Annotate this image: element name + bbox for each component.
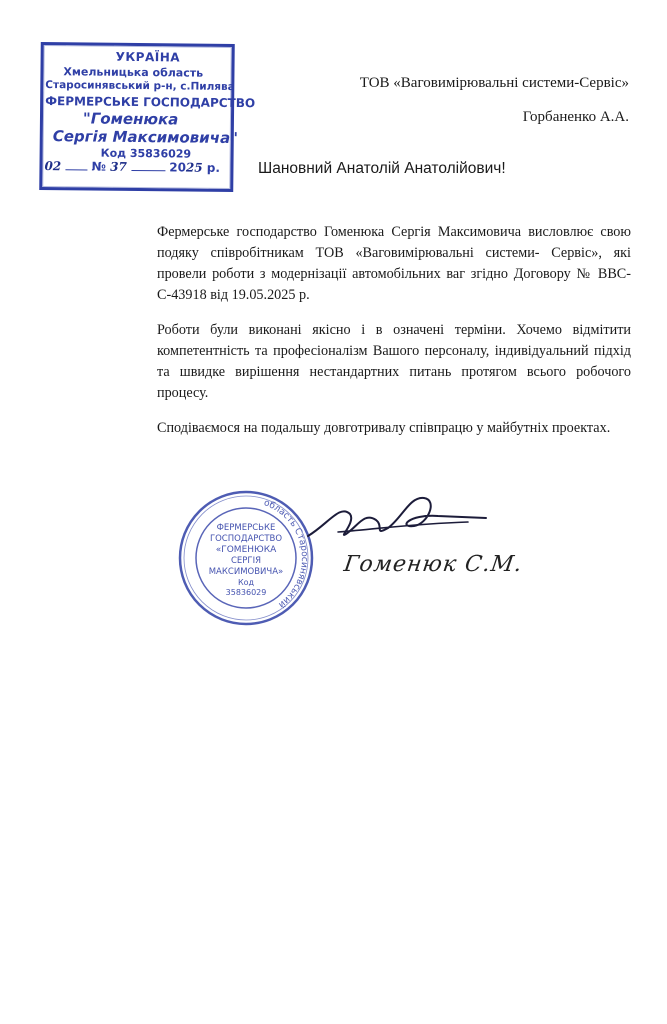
svg-text:ГОСПОДАРСТВО: ГОСПОДАРСТВО [209, 534, 283, 544]
stamp-year: 20 [169, 160, 187, 175]
stamp-org-name-2: Сергія Максимовича" [52, 127, 239, 148]
svg-text:ФЕРМЕРСЬКЕ: ФЕРМЕРСЬКЕ [216, 523, 276, 533]
svg-text:«ГОМЕНЮКА: «ГОМЕНЮКА [215, 545, 277, 555]
stamp-date-line [44, 159, 230, 175]
paragraph: Фермерське господарство Гоменюка Сергія Максимовича висловлює свою подяку співробітникам ТОВ «Ваговимірювальні системи- Сервіс», які провели роботи з модернізації автомобільних ваг згідно Договору № ВВС-С-43918 від 19.05.2025 р. [157, 224, 631, 303]
stamp-year-hand: 25 [185, 160, 203, 175]
stamp-number: 37 [110, 159, 127, 174]
svg-text:Код: Код [237, 578, 255, 587]
registration-stamp [39, 42, 256, 192]
stamp-region: Хмельницька область [63, 65, 204, 80]
stamp-country: УКРАЇНА [115, 49, 181, 65]
round-seal [176, 488, 316, 628]
recipient-person: Горбаненко А.А. [522, 109, 629, 125]
seal-outer-text: область Старосинявський [262, 498, 310, 610]
seal-inner-text: ФЕРМЕРСЬКЕ ГОСПОДАРСТВО «ГОМЕНЮКА СЕРГІЯ МАКСИМОВИЧА» Код 35836029 [176, 488, 216, 489]
stamp-district: Старосинявський р-н, с.Пилява [45, 79, 235, 94]
letter-body [157, 222, 631, 453]
svg-text:МАКСИМОВИЧА»: МАКСИМОВИЧА» [208, 567, 284, 577]
recipient-company: ТОВ «Ваговимірювальні системи-Сервіс» [359, 75, 629, 91]
stamp-year-suffix: р. [206, 160, 221, 175]
paragraph: Сподіваємося на подальшу довготривалу співпрацю у майбутніх проектах. [157, 420, 611, 436]
svg-text:СЕРГІЯ: СЕРГІЯ [230, 556, 262, 566]
stamp-code: Код 35836029 [100, 146, 192, 161]
salutation: Шановний Анатолій Анатолійович! [258, 160, 506, 177]
svg-text:35836029: 35836029 [225, 588, 267, 597]
stamp-date-day: 02 [44, 159, 62, 174]
stamp-number-sign: № [91, 159, 107, 174]
paragraph: Роботи були виконані якісно і в означені терміни. Хочемо відмітити компетентність та професіоналізм Вашого персоналу, індивідуальний підхід та швидке вирішення нестандартних питань протягом всього робочого процесу. [157, 322, 631, 401]
signature-name: Гоменюк С.М. [342, 552, 525, 577]
stamp-org-name-1: "Гоменюка [82, 109, 179, 129]
recipient-block [360, 66, 629, 134]
signature-scribble [298, 484, 490, 554]
stamp-org-type: ФЕРМЕРСЬКЕ ГОСПОДАРСТВО [45, 94, 256, 111]
